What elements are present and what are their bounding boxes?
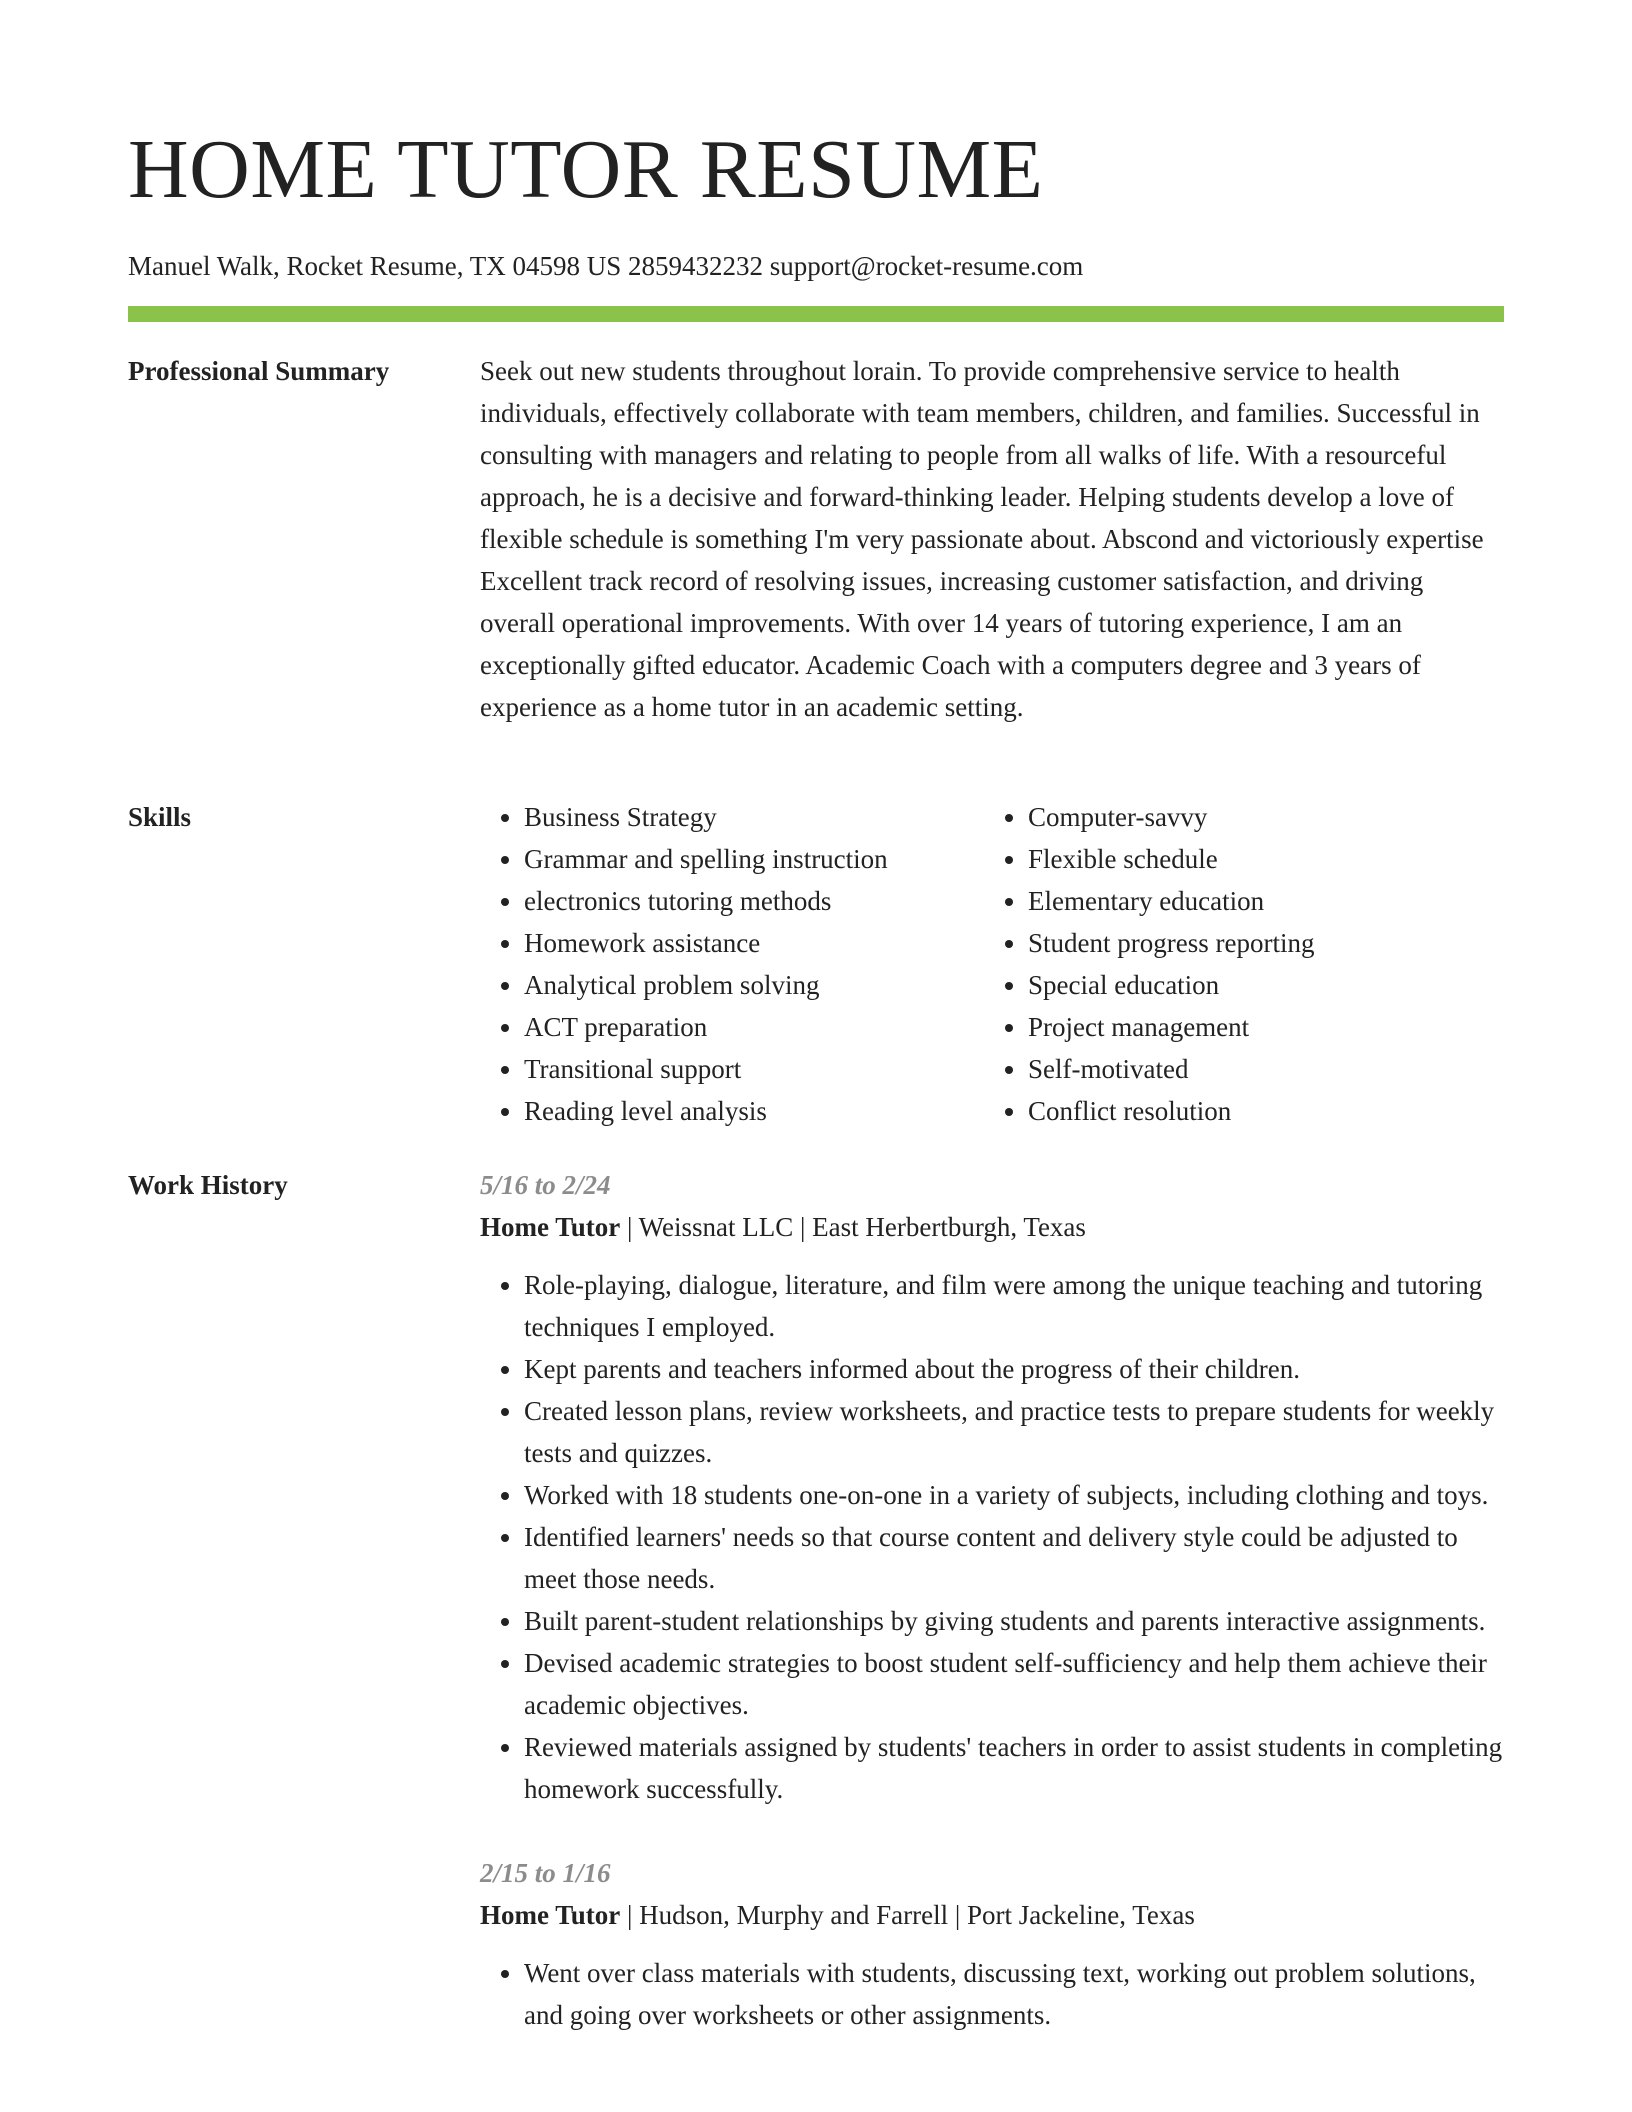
skill-item: • Transitional support — [524, 1048, 984, 1090]
skill-item: • ACT preparation — [524, 1006, 984, 1048]
job-employer-location: | Hudson, Murphy and Farrell | Port Jackeline, Texas — [620, 1900, 1195, 1930]
skills-list-left — [480, 796, 984, 1132]
job-duties-list — [480, 1952, 1504, 2036]
work-heading: Work History — [128, 1170, 288, 1200]
job-entry — [480, 1164, 1504, 1810]
skills-heading: Skills — [128, 802, 192, 832]
skill-item: • Grammar and spelling instruction — [524, 838, 984, 880]
job-title: Home Tutor — [480, 1212, 621, 1242]
job-employer-location: | Weissnat LLC | East Herbertburgh, Texas — [620, 1212, 1086, 1242]
job-duties-list — [480, 1264, 1504, 1810]
skill-item: • Homework assistance — [524, 922, 984, 964]
skills-list-right — [984, 796, 1488, 1132]
job-duty-item: • Went over class materials with students, discussing text, working out problem solutions, and going over worksheets or other assignments. — [524, 1952, 1504, 2036]
skill-item: • Flexible schedule — [1028, 838, 1488, 880]
skill-item: • Conflict resolution — [1028, 1090, 1488, 1132]
skill-item: • electronics tutoring methods — [524, 880, 984, 922]
job-duty-item: • Kept parents and teachers informed about the progress of their children. — [524, 1348, 1504, 1390]
summary-text: Seek out new students throughout lorain. To provide comprehensive service to health individuals, effectively collaborate with team members, children, and families. Successful in consulting with managers and relating to people from all walks of life. With a resourceful approach, he is a decisive and forward-thinking leader. Helping students develop a love of flexible schedule is something I'm very passionate about. Abscond and victoriously expertise Excellent track record of resolving issues, increasing customer satisfaction, and driving overall operational improvements. With over 14 years of tutoring experience, I am an exceptionally gifted educator. Academic Coach with a computers degree and 3 years of experience as a home tutor in an academic setting. — [480, 356, 1484, 722]
job-entry — [480, 1852, 1504, 2036]
job-date: 2/15 to 1/16 — [480, 1858, 611, 1888]
job-title: Home Tutor — [480, 1900, 621, 1930]
work-body — [480, 1164, 1504, 2078]
skill-item: • Special education — [1028, 964, 1488, 1006]
job-duty-item: • Devised academic strategies to boost student self-sufficiency and help them achieve their academic objectives. — [524, 1642, 1504, 1726]
accent-divider — [128, 306, 1504, 322]
job-duty-item: • Role-playing, dialogue, literature, and film were among the unique teaching and tutoring techniques I employed. — [524, 1264, 1504, 1348]
skill-item: • Computer-savvy — [1028, 796, 1488, 838]
job-duty-item: • Created lesson plans, review worksheets, and practice tests to prepare students for weekly tests and quizzes. — [524, 1390, 1504, 1474]
skills-body — [480, 796, 1504, 1132]
skill-item: • Elementary education — [1028, 880, 1488, 922]
resume-page — [128, 0, 1504, 2030]
summary-body — [480, 350, 1504, 728]
job-duty-item: • Built parent-student relationships by giving students and parents interactive assignments. — [524, 1600, 1504, 1642]
job-header — [480, 1206, 1504, 1248]
skill-item: • Student progress reporting — [1028, 922, 1488, 964]
job-duty-item: • Worked with 18 students one-on-one in a variety of subjects, including clothing and toys. — [524, 1474, 1504, 1516]
skill-item: • Project management — [1028, 1006, 1488, 1048]
skill-item: • Reading level analysis — [524, 1090, 984, 1132]
contact-line: Manuel Walk, Rocket Resume, TX 04598 US 2859432232 support@rocket-resume.com — [128, 251, 1084, 281]
job-duty-item: • Identified learners' needs so that course content and delivery style could be adjusted to meet those needs. — [524, 1516, 1504, 1600]
skill-item: • Business Strategy — [524, 796, 984, 838]
job-date: 5/16 to 2/24 — [480, 1170, 611, 1200]
skill-item: • Analytical problem solving — [524, 964, 984, 1006]
summary-heading: Professional Summary — [128, 356, 390, 386]
skill-item: • Self-motivated — [1028, 1048, 1488, 1090]
resume-title: HOME TUTOR RESUME — [128, 123, 1044, 216]
job-header — [480, 1894, 1504, 1936]
job-duty-item: • Reviewed materials assigned by students' teachers in order to assist students in completing homework successfully. — [524, 1726, 1504, 1810]
